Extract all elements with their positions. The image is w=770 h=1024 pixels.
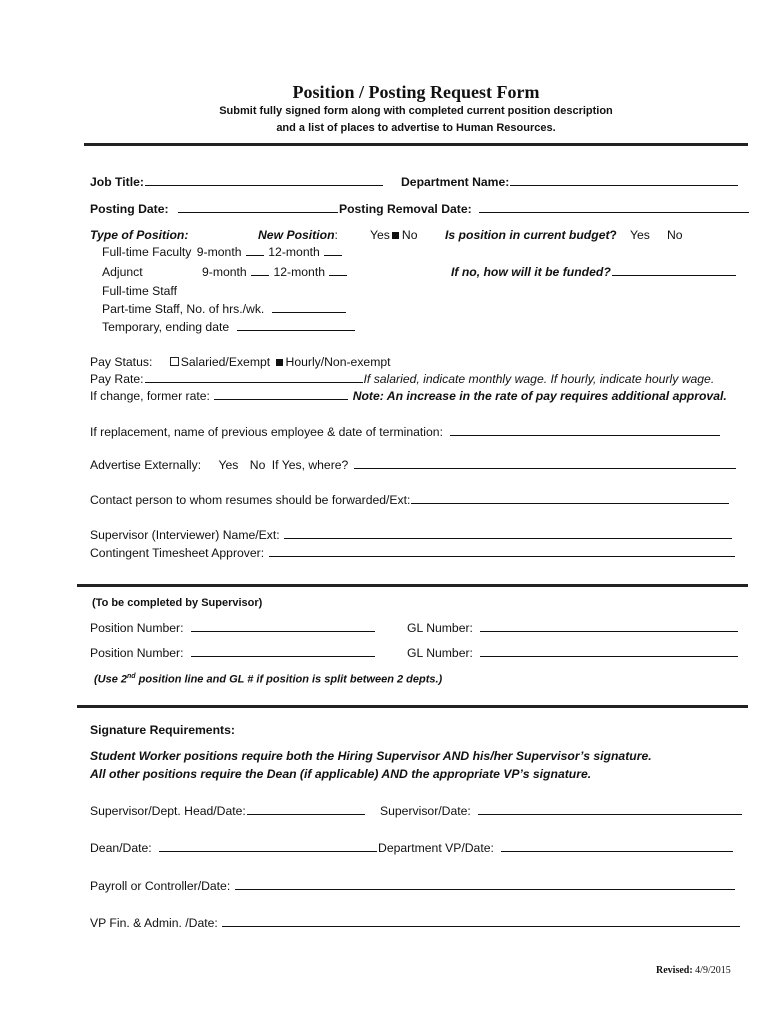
signature-rule-1: Student Worker positions require both the Hiring Supervisor AND his/her Supervisor’s signature. — [90, 749, 652, 763]
department-label: Department Name: — [401, 175, 510, 189]
replacement-field[interactable] — [450, 425, 720, 436]
section-divider-1 — [77, 584, 748, 587]
adjunct-9-month: 9-month — [202, 265, 247, 279]
dean-date-row — [90, 841, 734, 855]
signature-rule-2: All other positions require the Dean (if applicable) AND the appropriate VP’s signature. — [90, 767, 592, 781]
former-rate-field[interactable] — [214, 389, 348, 400]
sup-dept-head-row — [90, 804, 366, 818]
split-note-post: position line and GL # if position is split between 2 depts.) — [135, 673, 443, 686]
advertise-no[interactable]: No — [249, 458, 266, 472]
header-divider — [84, 143, 748, 146]
dept-vp-date-label: Department VP/Date: — [378, 841, 494, 855]
pay-increase-note: Note: An increase in the rate of pay requires additional approval. — [352, 389, 727, 403]
position-number-label-1: Position Number: — [90, 621, 184, 635]
pay-status-label: Pay Status: — [90, 355, 153, 369]
job-title-field[interactable] — [145, 175, 383, 186]
sup-dept-head-field[interactable] — [247, 804, 365, 815]
selected-checkbox-icon[interactable] — [392, 232, 399, 239]
posting-date-label: Posting Date: — [90, 202, 169, 216]
pay-rate-note: If salaried, indicate monthly wage. If hourly, indicate hourly wage. — [363, 372, 715, 386]
revised-label: Revised: — [656, 965, 693, 976]
vp-fin-label: VP Fin. & Admin. /Date: — [90, 916, 218, 930]
pay-rate-label: Pay Rate: — [90, 372, 144, 386]
temporary-end-date-field[interactable] — [237, 320, 355, 331]
pay-status-row — [90, 355, 391, 369]
former-rate-row — [90, 389, 727, 403]
job-title-label: Job Title: — [90, 175, 144, 189]
posting-date-row — [90, 202, 750, 216]
subtitle-line-2: and a list of places to advertise to Human Resources. — [276, 122, 556, 134]
fulltime-faculty-row — [102, 245, 343, 259]
position-number-label-2: Position Number: — [90, 646, 184, 660]
fulltime-staff-label: Full-time Staff — [102, 284, 177, 298]
budget-question: Is position in current budget — [445, 228, 610, 242]
advertise-where-label: If Yes, where? — [271, 458, 349, 472]
hourly-label: Hourly/Non-exempt — [285, 355, 391, 369]
funded-question: If no, how will it be funded? — [451, 265, 611, 279]
gl-number-row-1 — [407, 621, 739, 635]
payroll-label: Payroll or Controller/Date: — [90, 879, 231, 893]
position-number-field-1[interactable] — [191, 621, 375, 632]
supervisor-label: Supervisor (Interviewer) Name/Ext: — [90, 528, 280, 542]
timesheet-row — [90, 546, 736, 560]
new-position-options — [370, 228, 417, 242]
supervisor-date-label: Supervisor/Date: — [380, 804, 471, 818]
vp-fin-field[interactable] — [222, 916, 740, 927]
signature-heading: Signature Requirements: — [90, 723, 235, 737]
replacement-row — [90, 425, 721, 439]
type-of-position-label: Type of Position: — [90, 228, 189, 242]
supervisor-field[interactable] — [284, 528, 732, 539]
parttime-staff-row — [102, 302, 347, 316]
faculty-12-month: 12-month — [268, 245, 320, 259]
advertise-label: Advertise Externally: — [90, 458, 202, 472]
job-title-row — [90, 175, 384, 189]
dean-date-label: Dean/Date: — [90, 841, 152, 855]
funded-field[interactable] — [612, 265, 736, 276]
faculty-12-month-field[interactable] — [324, 245, 342, 256]
posting-date-field[interactable] — [178, 202, 338, 213]
position-number-field-2[interactable] — [191, 646, 375, 657]
timesheet-label: Contingent Timesheet Approver: — [90, 546, 265, 560]
supervisor-section-heading: (To be completed by Supervisor) — [92, 597, 263, 609]
fulltime-faculty-label: Full-time Faculty — [102, 245, 192, 259]
budget-question-mark: ? — [609, 228, 617, 242]
supervisor-date-row — [380, 804, 743, 818]
adjunct-12-month: 12-month — [273, 265, 325, 279]
new-position-label: New Position — [258, 228, 335, 242]
posting-removal-field[interactable] — [479, 202, 749, 213]
pay-rate-field[interactable] — [145, 372, 363, 383]
sup-dept-head-label: Supervisor/Dept. Head/Date: — [90, 804, 246, 818]
parttime-hours-field[interactable] — [272, 302, 346, 313]
advertise-row — [90, 458, 737, 472]
budget-yes[interactable]: Yes — [630, 228, 650, 242]
contact-label: Contact person to whom resumes should be forwarded/Ext: — [90, 493, 411, 507]
hourly-checkbox[interactable] — [276, 359, 283, 366]
advertise-yes[interactable]: Yes — [218, 458, 239, 472]
contact-row — [90, 493, 730, 507]
department-field[interactable] — [510, 175, 738, 186]
page-title: Position / Posting Request Form — [292, 82, 540, 102]
split-note-sup: nd — [127, 673, 136, 680]
gl-number-label-1: GL Number: — [407, 621, 473, 635]
gl-number-label-2: GL Number: — [407, 646, 473, 660]
replacement-label: If replacement, name of previous employee & date of termination: — [90, 425, 443, 439]
position-number-row-2 — [90, 646, 376, 660]
faculty-9-month: 9-month — [196, 245, 242, 259]
new-position-colon: : — [334, 228, 338, 242]
new-position-yes[interactable]: Yes — [370, 228, 390, 242]
posting-removal-label: Posting Removal Date: — [338, 202, 472, 216]
gl-number-field-2[interactable] — [480, 646, 738, 657]
budget-question-row — [445, 228, 617, 242]
advertise-where-field[interactable] — [354, 458, 736, 469]
dean-date-field[interactable] — [159, 841, 377, 852]
timesheet-field[interactable] — [269, 546, 735, 557]
gl-number-field-1[interactable] — [480, 621, 738, 632]
pay-rate-row — [90, 372, 714, 386]
position-number-row-1 — [90, 621, 376, 635]
supervisor-date-field[interactable] — [478, 804, 742, 815]
vp-fin-row — [90, 916, 741, 930]
adjunct-12-month-field[interactable] — [329, 265, 347, 276]
funded-row — [451, 265, 737, 279]
dept-vp-date-field[interactable] — [501, 841, 733, 852]
salaried-checkbox[interactable] — [170, 357, 179, 366]
budget-no[interactable]: No — [667, 228, 683, 242]
department-row — [401, 175, 739, 189]
contact-field[interactable] — [411, 493, 729, 504]
salaried-label: Salaried/Exempt — [180, 355, 271, 369]
revised-date: 4/9/2015 — [695, 965, 731, 976]
temporary-label: Temporary, ending date — [102, 320, 230, 334]
adjunct-row — [202, 265, 348, 279]
parttime-staff-label: Part-time Staff, No. of hrs./wk. — [102, 302, 265, 316]
new-position-row — [258, 228, 338, 242]
gl-number-row-2 — [407, 646, 739, 660]
faculty-9-month-field[interactable] — [246, 245, 264, 256]
adjunct-9-month-field[interactable] — [251, 265, 269, 276]
split-note-pre: (Use 2 — [94, 673, 128, 686]
payroll-row — [90, 879, 736, 893]
section-divider-2 — [77, 705, 748, 708]
temporary-row — [102, 320, 356, 334]
adjunct-label: Adjunct — [102, 265, 143, 279]
revised-stamp — [656, 965, 731, 976]
former-rate-label: If change, former rate: — [90, 389, 210, 403]
split-position-note — [94, 673, 442, 686]
payroll-field[interactable] — [235, 879, 735, 890]
subtitle-line-1: Submit fully signed form along with completed current position description — [219, 105, 613, 117]
supervisor-row — [90, 528, 733, 542]
new-position-no[interactable]: No — [401, 228, 418, 242]
